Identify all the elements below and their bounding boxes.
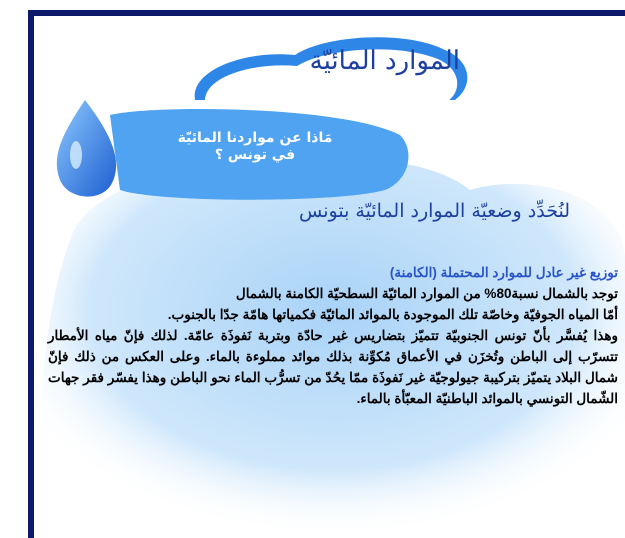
paragraph-1: توجد بالشمال نسبة80% من الموارد المائيّة السطحيّة الكامنة بالشمال	[235, 286, 618, 301]
drop-question	[140, 130, 370, 164]
page-title: الموارد المائيّة	[309, 46, 460, 76]
frame-left-border	[28, 10, 34, 538]
frame-top-border	[28, 10, 625, 16]
body-text	[48, 262, 618, 409]
drop-question-line1: مَاذا عن مواردنا المائيّة	[177, 130, 333, 146]
section-heading: توزيع غير عادل للموارد المحتملة (الكامنة)	[389, 265, 618, 280]
drop-question-line2: في تونس ؟	[214, 147, 296, 163]
section-subtitle: لنُحَدِّد وضعيّة الموارد المائيّة بتونس	[299, 200, 570, 222]
paragraph-2: أمّا المياه الجوفيّة وخاصّة تلك الموجودة بالموائد المائيّة فكمياتها هامّة جدّا بالجنوب.	[167, 307, 618, 322]
paragraph-3: وهذا يُفسَّر بأنّ تونس الجنوبيّة تتميّز بتضاريس غير حادّة وبتربة نَفوذَة عامّة. لذلك فإنّ مياه الأمطار تتسرّب إلى الباطن وتُخزَن في الأعماق مُكوِّنة بذلك موائد مملوءة بالماء. وعلى العكس من ذلك فإنّ شمال البلاد يتميّز بتركيبة جيولوجيّة غير نَفوذَة ممّا يحُدّ من تسرُّب الماء نحو الباطن وهذا يفسّر فقر جهات الشّمال التونسي بالموائد الباطنيّة المعبّأة بالماء.	[48, 328, 618, 406]
water-drop-icon	[57, 100, 116, 197]
